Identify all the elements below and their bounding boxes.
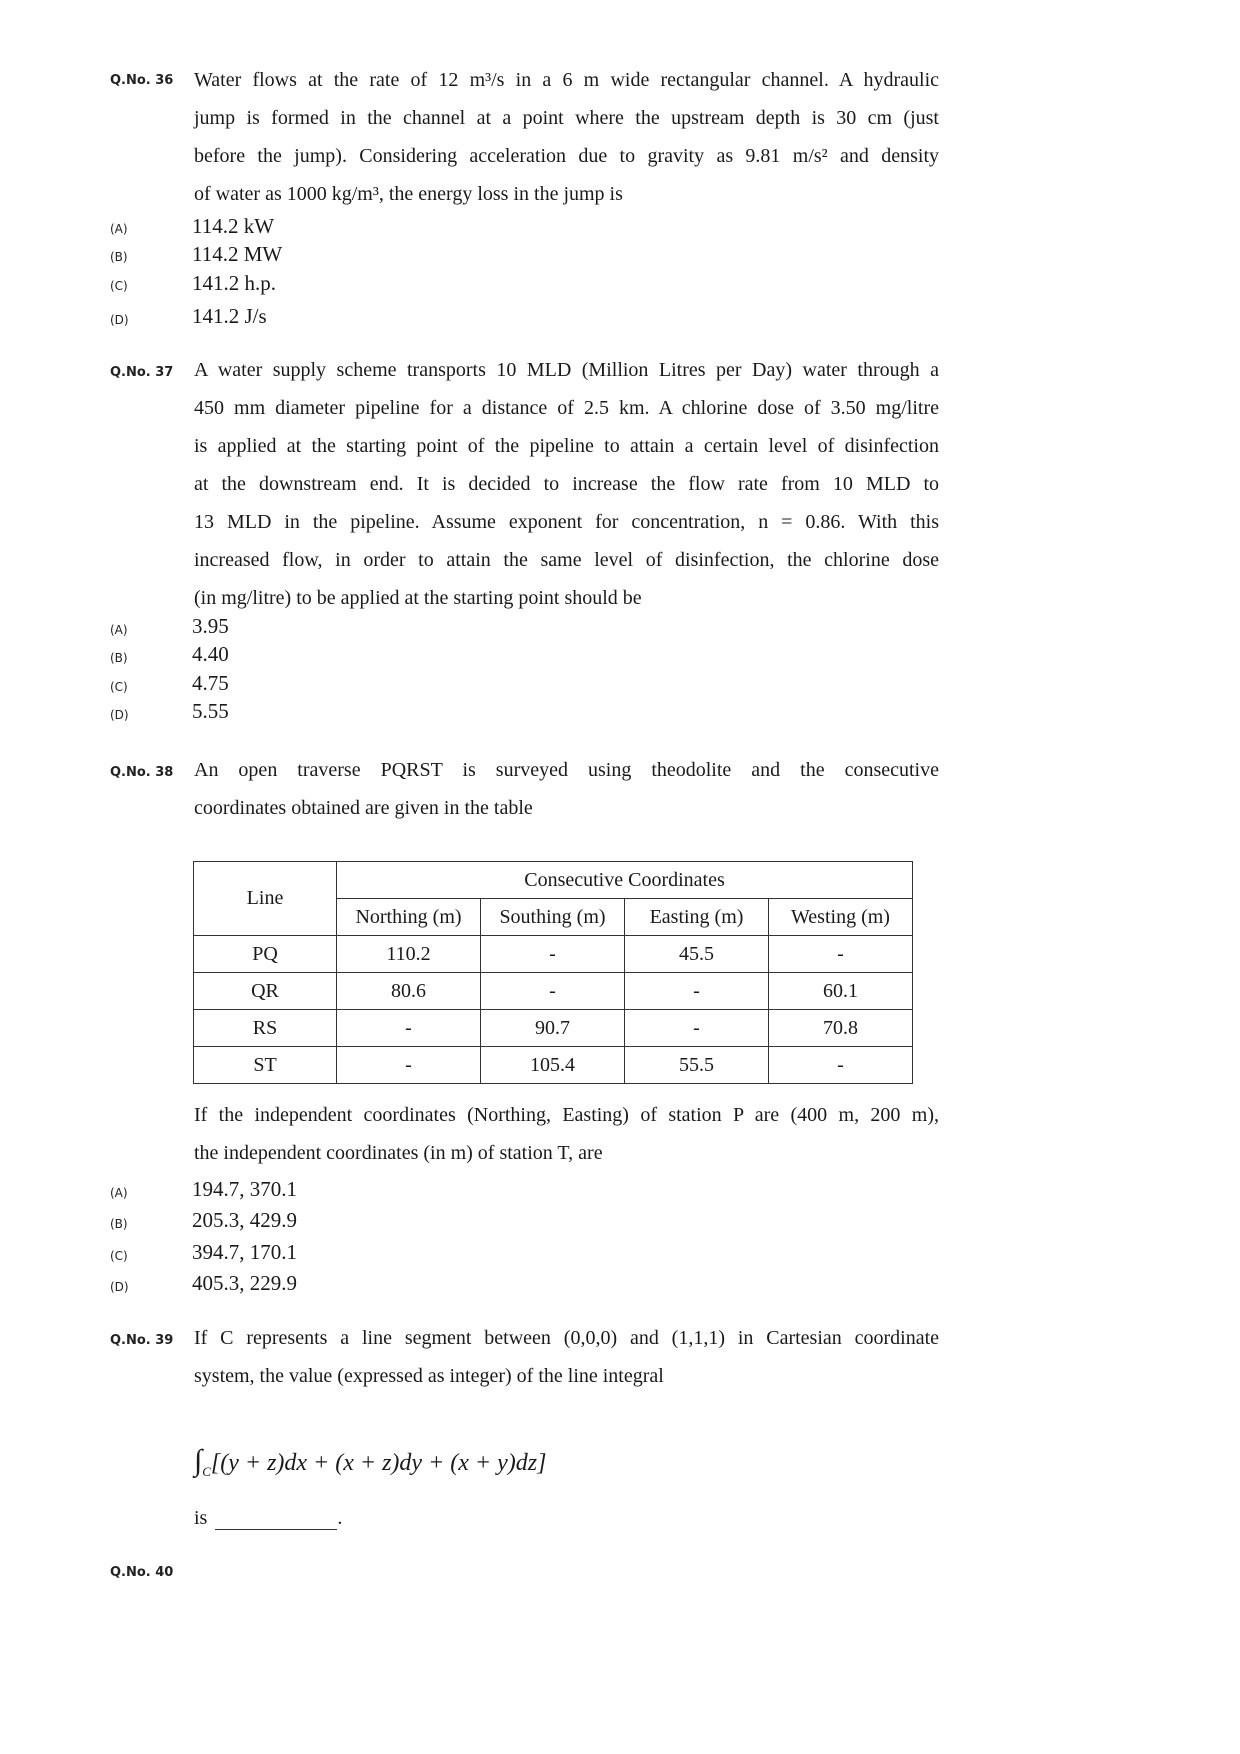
table-cell: 80.6 xyxy=(337,973,481,1010)
option-text: 141.2 h.p. xyxy=(192,271,276,295)
table-cell: - xyxy=(337,1010,481,1047)
table-cell: - xyxy=(481,973,625,1010)
option-label: (D) xyxy=(110,708,129,722)
table-cell-line: ST xyxy=(194,1047,337,1084)
option-text: 194.7, 370.1 xyxy=(192,1177,297,1201)
table-cell: - xyxy=(625,1010,769,1047)
option-text: 4.40 xyxy=(192,642,229,666)
integral-body: [(y + z)dx + (x + z)dy + (x + y)dz] xyxy=(210,1450,547,1476)
option-label: (D) xyxy=(110,313,129,327)
option-text: 114.2 MW xyxy=(192,242,283,266)
option-label: (C) xyxy=(110,279,128,293)
integral-sign: ∫ xyxy=(194,1444,203,1477)
option-text: 5.55 xyxy=(192,699,229,723)
question-number: Q.No. 36 xyxy=(110,73,174,88)
option-label: (B) xyxy=(110,250,128,264)
answer-blank xyxy=(194,1507,342,1530)
table-cell: - xyxy=(481,936,625,973)
table-cell: 110.2 xyxy=(337,936,481,973)
option-text: 141.2 J/s xyxy=(192,304,267,328)
question-line: An open traverse PQRST is surveyed using theodolite and the consecutive xyxy=(194,759,939,781)
blank-prefix: is xyxy=(194,1507,208,1529)
question-line: 13 MLD in the pipeline. Assume exponent for concentration, n = 0.86. With this xyxy=(194,511,939,533)
table-row xyxy=(194,1047,913,1084)
table-cell-line: RS xyxy=(194,1010,337,1047)
table-row xyxy=(194,973,913,1010)
option-label: (B) xyxy=(110,651,128,665)
table-header-line: Line xyxy=(194,862,337,936)
option-label: (C) xyxy=(110,680,128,694)
question-text xyxy=(194,751,939,827)
option-label: (A) xyxy=(110,623,128,637)
question-line: coordinates obtained are given in the table xyxy=(194,797,533,819)
table-column-header: Southing (m) xyxy=(481,899,625,936)
question-line: system, the value (expressed as integer) of the line integral xyxy=(194,1365,664,1387)
question-line: before the jump). Considering acceleration due to gravity as 9.81 m/s² and density xyxy=(194,145,939,167)
question-line: increased flow, in order to attain the same level of disinfection, the chlorine dose xyxy=(194,549,939,571)
option-text: 114.2 kW xyxy=(192,214,275,238)
table-cell: 70.8 xyxy=(769,1010,913,1047)
table-row xyxy=(194,936,913,973)
answer-blank-line[interactable] xyxy=(215,1509,337,1530)
integral-subscript: C xyxy=(202,1463,211,1479)
question-text-continued xyxy=(194,1096,939,1172)
blank-suffix: . xyxy=(337,1507,343,1529)
table-cell: - xyxy=(769,936,913,973)
question-line: Water flows at the rate of 12 m³/s in a 6 m wide rectangular channel. A hydraulic xyxy=(194,69,939,91)
option-text: 405.3, 229.9 xyxy=(192,1271,297,1295)
coordinates-table xyxy=(193,861,913,1084)
table-cell-line: QR xyxy=(194,973,337,1010)
question-line: A water supply scheme transports 10 MLD (Million Litres per Day) water through a xyxy=(194,359,939,381)
question-line: at the downstream end. It is decided to increase the flow rate from 10 MLD to xyxy=(194,473,939,495)
option-label: (D) xyxy=(110,1280,129,1294)
question-text xyxy=(194,61,939,213)
table-column-header: Westing (m) xyxy=(769,899,913,936)
table-cell: 55.5 xyxy=(625,1047,769,1084)
option-label: (C) xyxy=(110,1249,128,1263)
question-line: If C represents a line segment between (0,0,0) and (1,1,1) in Cartesian coordinate xyxy=(194,1327,939,1349)
table-column-header: Northing (m) xyxy=(337,899,481,936)
question-number: Q.No. 39 xyxy=(110,1333,174,1348)
question-line: (in mg/litre) to be applied at the starting point should be xyxy=(194,587,642,609)
option-label: (A) xyxy=(110,1186,128,1200)
line-integral-expression xyxy=(194,1444,546,1480)
option-text: 4.75 xyxy=(192,671,229,695)
option-label: (A) xyxy=(110,222,128,236)
option-text: 205.3, 429.9 xyxy=(192,1208,297,1232)
table-cell: 105.4 xyxy=(481,1047,625,1084)
question-text xyxy=(194,1319,939,1395)
question-line: of water as 1000 kg/m³, the energy loss in the jump is xyxy=(194,183,623,205)
question-line: 450 mm diameter pipeline for a distance of 2.5 km. A chlorine dose of 3.50 mg/litre xyxy=(194,397,939,419)
question-line: jump is formed in the channel at a point where the upstream depth is 30 cm (just xyxy=(194,107,939,129)
question-text xyxy=(194,351,939,617)
table-cell: 90.7 xyxy=(481,1010,625,1047)
question-line: If the independent coordinates (Northing, Easting) of station P are (400 m, 200 m), xyxy=(194,1104,939,1126)
question-number: Q.No. 37 xyxy=(110,365,174,380)
option-text: 3.95 xyxy=(192,614,229,638)
question-line: the independent coordinates (in m) of station T, are xyxy=(194,1142,603,1164)
table-cell: - xyxy=(769,1047,913,1084)
table-row xyxy=(194,1010,913,1047)
question-line: is applied at the starting point of the pipeline to attain a certain level of disinfection xyxy=(194,435,939,457)
table-group-header: Consecutive Coordinates xyxy=(337,862,913,899)
table-cell: 60.1 xyxy=(769,973,913,1010)
option-label: (B) xyxy=(110,1217,128,1231)
table-column-header: Easting (m) xyxy=(625,899,769,936)
table-cell: - xyxy=(625,973,769,1010)
table-cell: - xyxy=(337,1047,481,1084)
option-text: 394.7, 170.1 xyxy=(192,1240,297,1264)
question-number: Q.No. 38 xyxy=(110,765,174,780)
table-cell-line: PQ xyxy=(194,936,337,973)
question-number: Q.No. 40 xyxy=(110,1565,174,1580)
table-cell: 45.5 xyxy=(625,936,769,973)
